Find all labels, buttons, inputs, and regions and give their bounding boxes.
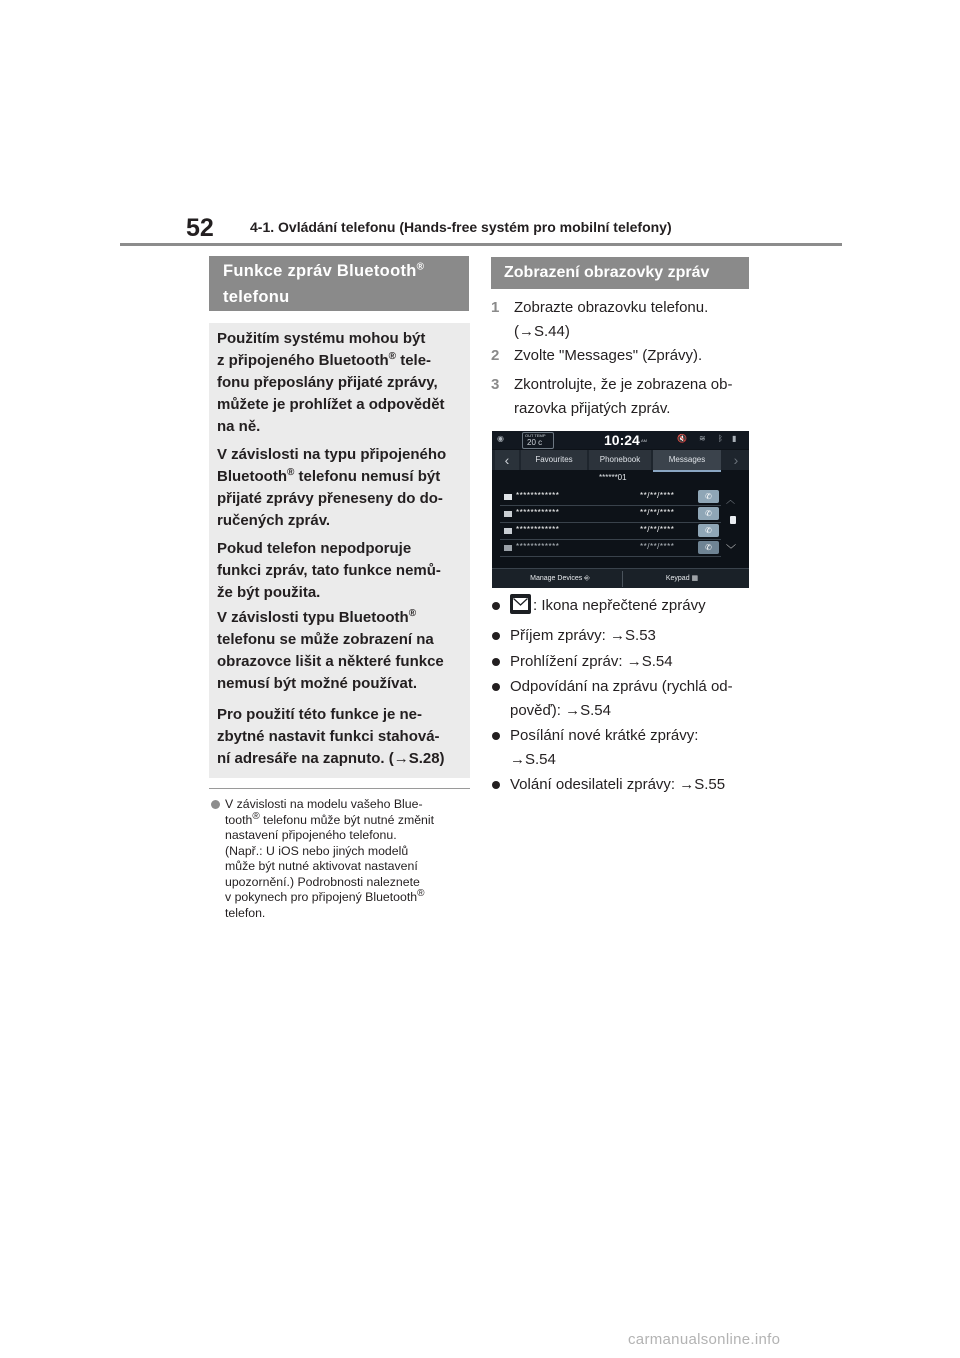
note-bullet-icon: [211, 800, 220, 809]
status-bar: [492, 431, 749, 449]
text-line: V závislosti typu Bluetooth: [217, 609, 409, 626]
intro-paragraph-3: [217, 538, 441, 604]
bottom-bar: [492, 568, 749, 588]
unread-envelope-icon: [504, 494, 512, 500]
intro-box: [209, 323, 470, 778]
message-date: **/**/****: [640, 542, 675, 551]
registered-mark: ®: [252, 810, 260, 822]
intro-paragraph-4: [217, 607, 444, 695]
messages-screen-image: [492, 431, 749, 588]
message-date: **/**/****: [640, 525, 675, 534]
bullet-icon: [492, 683, 500, 691]
call-icon[interactable]: ✆: [698, 541, 719, 554]
message-row[interactable]: [500, 506, 721, 523]
section-heading-bluetooth-messages: [209, 256, 469, 311]
read-envelope-icon: [504, 511, 512, 517]
bullet-text: Příjem zprávy: →S.53: [510, 627, 656, 644]
scrollbar-thumb[interactable]: [730, 516, 736, 524]
text-line: tele-: [396, 352, 432, 369]
text-line: upozornění.) Podrobnosti naleznete: [225, 874, 420, 889]
step-text: Zvolte "Messages" (Zprávy).: [514, 347, 703, 364]
read-envelope-icon: [504, 528, 512, 534]
text-line: ručených zpráv.: [217, 512, 331, 529]
header-rule: [120, 243, 842, 246]
text-line: že být použita.: [217, 584, 321, 601]
step-link[interactable]: (→S.44): [514, 323, 570, 340]
bullet-text: pověď): →S.54: [510, 702, 611, 719]
keypad-button[interactable]: Keypad ▦: [622, 571, 741, 587]
text-line: nastavení připojeného telefonu.: [225, 828, 397, 842]
bullet-icon: [492, 602, 500, 610]
text-line: můžete je prohlížet a odpovědět: [217, 396, 445, 413]
registered-mark: ®: [286, 467, 295, 478]
bullet-text: →S.54: [510, 751, 556, 768]
step-number: 1: [491, 299, 500, 316]
message-sender: ************: [516, 508, 560, 517]
text-line: z připojeného Bluetooth: [217, 352, 389, 369]
registered-mark: ®: [417, 887, 425, 899]
watermark: carmanualsonline.info: [628, 1331, 781, 1348]
step-text: razovka přijatých zpráv.: [514, 400, 671, 417]
text-line: Pro použití této funkce je ne-: [217, 706, 423, 723]
message-date: **/**/****: [640, 491, 675, 500]
tab-phonebook[interactable]: Phonebook: [589, 450, 651, 470]
message-contact: ******01: [599, 473, 627, 482]
unread-message-icon: [510, 594, 531, 614]
step-number: 3: [491, 376, 500, 393]
text-line: funkci zpráv, tato funkce nemů-: [217, 562, 441, 579]
mute-icon: 🔇: [677, 434, 687, 443]
outside-temperature: [522, 432, 554, 449]
text-line: Použitím systému mohou být: [217, 330, 426, 347]
heading-text: Zobrazení obrazovky zpráv: [504, 264, 710, 281]
manage-devices-button[interactable]: Manage Devices ⎆: [530, 575, 590, 582]
bullet-text: Volání odesilateli zprávy: →S.55: [510, 776, 726, 793]
signal-icon: ▮: [732, 434, 737, 443]
note-divider: [209, 788, 470, 789]
intro-paragraph-5: [217, 704, 445, 770]
call-icon[interactable]: ✆: [698, 490, 719, 503]
registered-mark: ®: [388, 351, 397, 362]
bullet-text: Odpovídání na zprávu (rychlá od-: [510, 678, 733, 695]
text-line: zbytné nastavit funkci stahová-: [217, 728, 440, 745]
button-label: Keypad: [665, 575, 690, 582]
message-row[interactable]: [500, 489, 721, 506]
bluetooth-icon: ᛒ: [718, 434, 723, 443]
text-line: na ně.: [217, 418, 261, 435]
text-line: Pokud telefon nepodporuje: [217, 540, 412, 557]
wifi-icon: ≋: [699, 434, 706, 443]
step-text: Zobrazte obrazovku telefonu.: [514, 299, 709, 316]
bullet-text: : Ikona nepřečtené zprávy: [533, 597, 706, 614]
message-sender: ************: [516, 525, 560, 534]
message-row[interactable]: [500, 540, 721, 557]
bullet-icon: [492, 658, 500, 666]
text-line: telefonu nemusí být: [294, 468, 441, 485]
step-number: 2: [491, 347, 500, 364]
heading-line-1: Funkce zpráv Bluetooth: [223, 262, 417, 280]
text-line: tooth: [225, 812, 253, 827]
text-line: telefonu se může zobrazení na: [217, 631, 434, 648]
home-icon: ◉: [497, 434, 504, 443]
registered-mark: ®: [408, 608, 417, 619]
button-label: Manage Devices: [530, 575, 583, 582]
text-line: v pokynech pro připojený Bluetooth: [225, 890, 418, 904]
message-sender: ************: [516, 542, 560, 551]
text-line: (Např.: U iOS nebo jiných modelů: [225, 843, 409, 858]
out-temp-label: OUT TEMP: [525, 433, 546, 438]
text-line: přijaté zprávy přeneseny do do-: [217, 490, 443, 507]
message-date: **/**/****: [640, 508, 675, 517]
heading-line-2: telefonu: [223, 288, 290, 306]
text-line: V závislosti na modelu vašeho Blue-: [225, 797, 423, 811]
message-row[interactable]: [500, 523, 721, 540]
tab-favourites[interactable]: Favourites: [521, 450, 587, 470]
text-line: může být nutné aktivovat nastavení: [225, 859, 418, 873]
scroll-up-icon[interactable]: ︿: [726, 495, 736, 505]
step-text: Zkontrolujte, že je zobrazena ob-: [514, 376, 733, 393]
out-temp-value: 20 c: [527, 438, 543, 447]
text-line: nemusí být možné používat.: [217, 675, 418, 692]
back-icon[interactable]: ‹: [495, 450, 519, 470]
scroll-down-icon[interactable]: ﹀: [726, 545, 736, 556]
intro-paragraph-2: [217, 444, 446, 532]
clock: 10:24: [604, 432, 640, 448]
section-heading-message-screen: [491, 257, 749, 289]
bullet-text: Prohlížení zpráv: →S.54: [510, 653, 673, 670]
bullet-icon: [492, 732, 500, 740]
call-icon[interactable]: ✆: [698, 524, 719, 537]
bullet-icon: [492, 632, 500, 640]
text-line: Bluetooth: [217, 468, 287, 485]
page-number: 52: [186, 214, 214, 242]
bullet-icon: [492, 781, 500, 789]
registered-mark: ®: [416, 261, 425, 273]
phone-tab-bar: [492, 450, 749, 470]
chapter-title: 4-1. Ovládání telefonu (Hands-free systém pro mobilní telefony): [250, 219, 672, 235]
text-line: obrazovce lišit a některé funkce: [217, 653, 444, 670]
text-line: ní adresáře na zapnuto. (→S.28): [217, 750, 445, 767]
call-icon[interactable]: ✆: [698, 507, 719, 520]
text-line: telefon.: [225, 905, 266, 920]
read-envelope-icon: [504, 545, 512, 551]
intro-paragraph-1: [217, 328, 445, 438]
text-line: V závislosti na typu připojeného: [217, 446, 447, 463]
note-text: [225, 797, 471, 921]
tab-messages[interactable]: Messages: [653, 450, 721, 472]
message-sender: ************: [516, 491, 560, 500]
bullet-text: Posílání nové krátké zprávy:: [510, 727, 699, 744]
forward-icon[interactable]: ›: [733, 452, 739, 468]
clock-ampm: AM: [641, 438, 647, 443]
text-line: telefonu může být nutné změnit: [259, 812, 435, 827]
text-line: fonu přeposlány přijaté zprávy,: [217, 374, 438, 391]
